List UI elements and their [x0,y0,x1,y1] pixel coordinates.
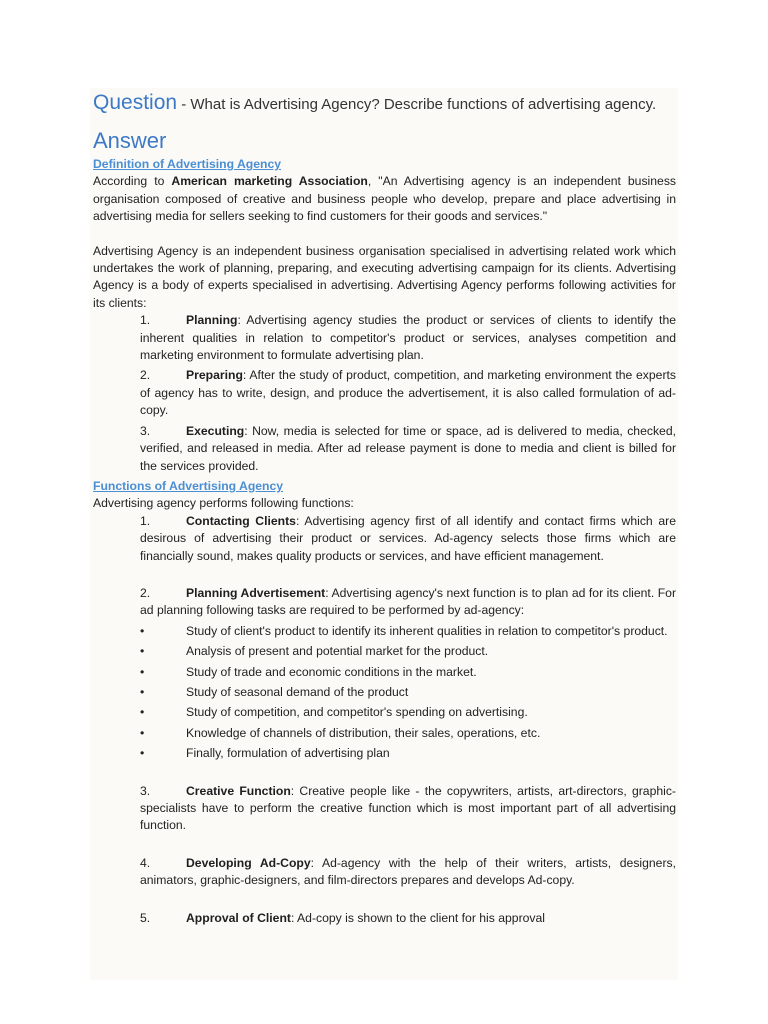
bullet-item: • Knowledge of channels of distribution, their sales, operations, etc. [140,725,676,742]
activity-item-planning: 1. Planning: Advertising agency studies the product or services of clients to identify the inherent qualities in relation to competitor's product or services, analyses competition and marketing environment to formulate advertising plan. [140,313,676,363]
question-label: Question [93,91,178,114]
bullet-icon: • [140,623,145,638]
bullet-icon: • [140,684,145,699]
bullet-icon: • [140,746,145,761]
function-item-approval-of-client: 5. Approval of Client: Ad-copy is shown to the client for his approval [140,910,545,925]
functions-heading-link[interactable] [93,478,676,495]
activity-item-executing: 3. Executing: Now, media is selected for time or space, ad is delivered to media, checked, verified, and released in media. After ad release payment is done to media and client is billed for the services provided. [140,423,676,473]
function-item-planning-advertisement: 2. Planning Advertisement: Advertising agency's next function is to plan ad for its client. For ad planning following tasks are required to be performed by ad-agency: [140,585,677,618]
bullet-item: • Study of client's product to identify its inherent qualities in relation to competitor's product. [140,623,676,640]
function-item-contacting-clients: 1. Contacting Clients: Advertising agency first of all identify and contact firms which are desirous of advertising their product or services. Ad-agency selects those firms which are financially sound, makes quality products or services, and have efficient management. [140,513,676,563]
function-item-developing-ad-copy: 4. Developing Ad-Copy: Ad-agency with the help of their writers, artists, designers, animators, graphic-designers, and film-directors prepares and develops Ad-copy. [140,855,676,888]
bullet-item: • Finally, formulation of advertising plan [140,745,676,762]
bullet-item: • Analysis of present and potential market for the product. [140,643,676,660]
functions-heading[interactable]: Functions of Advertising Agency [93,478,284,493]
bullet-icon: • [140,664,145,679]
definition-heading-link[interactable] [93,156,676,173]
definition-quote: , "An Advertising agency is an independent business organisation composed of creative and business people who develop, prepare and place advertising in advertising media for sellers seeking to find customers for their goods and services." [93,174,677,224]
bullet-item: • Study of trade and economic conditions in the market. [140,664,676,681]
answer-heading: Answer [93,128,167,153]
bullet-icon: • [140,705,145,720]
question-paragraph [93,88,676,116]
bullet-icon: • [140,644,145,659]
bullet-icon: • [140,725,145,740]
document-content [93,88,676,930]
definition-heading[interactable]: Definition of Advertising Agency [93,157,282,171]
activity-item-preparing: 2. Preparing: After the study of product, competition, and marketing environment the experts of agency has to write, design, and produce the advertisement, it is also called formulation of ad-copy. [140,368,676,418]
bullet-item: • Study of competition, and competitor's spending on advertising. [140,704,676,721]
definition-source: American marketing Association [171,174,368,189]
function-item-creative-function: 3. Creative Function: Creative people like - the copywriters, artists, art-directors, graphic-specialists have to perform the creative function which is most important part of all advertising function. [140,783,676,833]
document-page [90,88,678,980]
definition-paragraph: According to American marketing Association, "An Advertising agency is an independent business organisation composed of creative and business people who develop, prepare and place advertising in advertising media for sellers seeking to find customers for their goods and services." [93,174,677,224]
agency-description-paragraph: Advertising Agency is an independent business organisation specialised in advertising related work which undertakes the work of planning, preparing, and executing advertising campaign for its clients. Advertising Agency is a body of experts specialised in advertising. Advertising Agency performs following activities for its clients: [93,243,676,310]
bullet-item: • Study of seasonal demand of the product [140,684,676,701]
question-text: - What is Advertising Agency? Describe functions of advertising agency. [177,96,657,113]
functions-intro: Advertising agency performs following functions: [93,496,354,511]
